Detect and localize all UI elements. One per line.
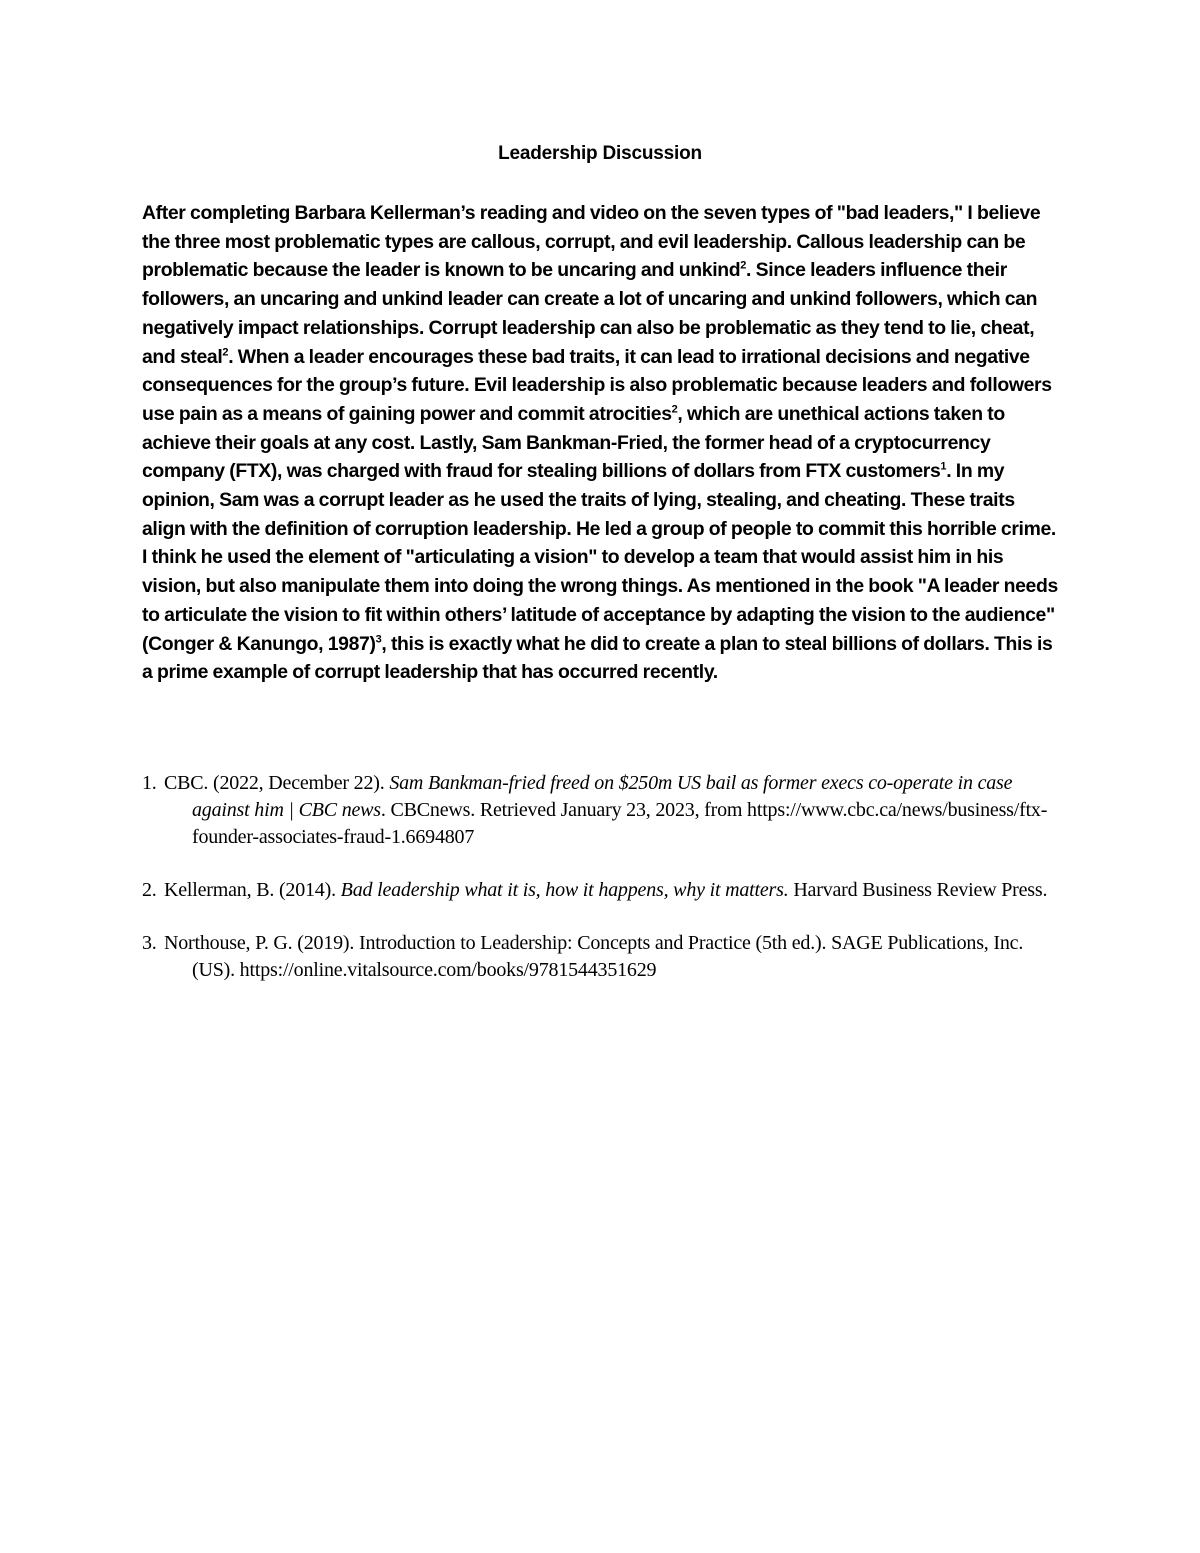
reference-text: CBC. (2022, December 22). — [164, 772, 390, 794]
paragraph-segment: After completing Barbara Kellerman’s reading and video on the seven types of "bad leaders," I believe the three most problematic types are callous, corrupt, and evil leadership. Callous leadership can be problematic because the leader is known to be uncaring and unkind — [142, 202, 1041, 282]
paragraph-segment: , this is exactly what he did to create a plan to steal billions of dollars. This is a prime example of corrupt leadership that has occurred recently. — [142, 632, 1053, 684]
citation-superscript: 1 — [940, 460, 947, 473]
reference-number: 2. — [142, 879, 162, 901]
reference-title: Bad leadership what it is, how it happens, why it matters. — [340, 879, 789, 901]
citation-superscript: 2 — [671, 403, 678, 416]
citation-superscript: 3 — [375, 633, 382, 646]
document-title: Leadership Discussion — [498, 143, 702, 164]
reference-item — [142, 930, 1062, 984]
paragraph-segment: . Since leaders influence their followers, an uncaring and unkind leader can create a lot of uncaring and unkind followers, which can negatively impact relationships. Corrupt leadership can also be problematic as they tend to lie, cheat, and steal — [142, 259, 1038, 368]
paragraph-segment: , which are unethical actions taken to achieve their goals at any cost. Lastly, Sam Bankman-Fried, the former head of a cryptocurrency company (FTX), was charged with fraud for stealing billions of dollars from FTX customers — [142, 402, 1005, 483]
reference-text: Harvard Business Review Press. — [788, 879, 1048, 901]
paragraph-segment: . In my opinion, Sam was a corrupt leader as he used the traits of lying, stealing, and cheating. These traits align with the definition of corruption leadership. He led a group of people to commit this horrible crime. I think he used the element of "articulating a vision" to develop a team that would assist him in his vision, but also manipulate them into doing the wrong things. As mentioned in the book "A leader needs to articulate the vision to fit within others’ latitude of acceptance by adapting the vision to the audience" (Conger & Kanungo, 1987) — [142, 460, 1058, 655]
reference-item — [142, 877, 1062, 904]
citation-superscript: 2 — [740, 259, 747, 272]
paragraph-segment: . When a leader encourages these bad traits, it can lead to irrational decisions and negative consequences for the group’s future. Evil leadership is also problematic because leaders and followers use pain as a means of gaining power and commit atrocities — [142, 345, 1052, 425]
reference-text: Northouse, P. G. (2019). Introduction to Leadership: Concepts and Practice (5th ed.). SAGE Publications, Inc. (US). https://online.vitalsource.com/books/9781544351629 — [164, 932, 1024, 981]
reference-title: Sam Bankman-fried freed on $250m US bail as former execs co-operate in case against him | CBC news — [192, 772, 1013, 821]
reference-text: Kellerman, B. (2014). — [164, 879, 341, 901]
discussion-paragraph — [142, 199, 1062, 687]
reference-text: . CBCnews. Retrieved January 23, 2023, from https://www.cbc.ca/news/business/ftx-founder-associates-fraud-1.6694807 — [192, 799, 1048, 848]
reference-item — [142, 770, 1062, 851]
reference-number: 3. — [142, 932, 162, 954]
reference-list — [142, 770, 1062, 1010]
reference-number: 1. — [142, 772, 157, 794]
citation-superscript: 2 — [222, 346, 229, 359]
